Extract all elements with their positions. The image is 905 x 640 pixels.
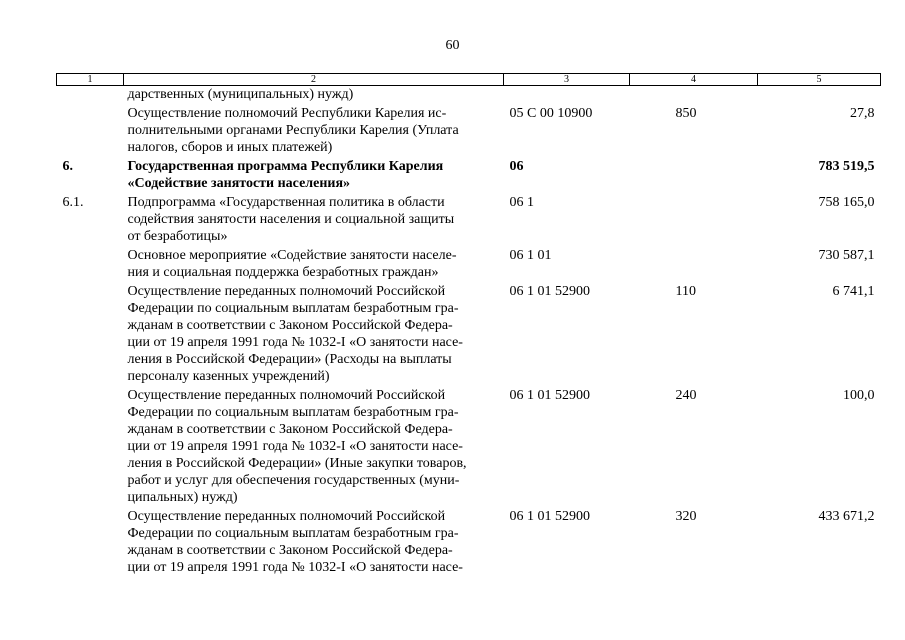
item-name-cell: Осуществление переданных полномочий Российской Федерации по социальным выплатам безработным гра- жданам в соответствии с Законом Российской Федера- ции от 19 апреля 1991 года № 1032-I «О занятости насе- bbox=[127, 509, 463, 575]
target-article-code-cell: 06 1 01 52900 bbox=[509, 509, 590, 524]
amount-cell: 730 587,1 bbox=[818, 248, 875, 263]
expense-type-code-cell bbox=[630, 245, 758, 281]
item-number-cell bbox=[57, 385, 124, 506]
amount-cell: 758 165,0 bbox=[818, 195, 875, 210]
page-number: 60 bbox=[445, 38, 460, 53]
item-number-cell bbox=[57, 103, 124, 156]
item-number-cell bbox=[57, 281, 124, 385]
item-number-cell bbox=[57, 506, 124, 576]
item-name-cell: Подпрограмма «Государственная политика в области содействия занятости населения и социальной защиты от безработицы» bbox=[127, 195, 455, 244]
column-number-row bbox=[57, 74, 881, 86]
amount-cell: 27,8 bbox=[850, 106, 875, 121]
table-row bbox=[57, 506, 881, 576]
column-number-1: 1 bbox=[57, 74, 124, 86]
item-name-cell: Основное мероприятие «Содействие занятости населе- ния и социальная поддержка безработных граждан» bbox=[127, 248, 457, 280]
item-number-cell: 6.1. bbox=[62, 195, 84, 210]
item-name-cell: дарственных (муниципальных) нужд) bbox=[127, 87, 354, 102]
target-article-code-cell: 06 1 01 52900 bbox=[509, 388, 590, 403]
table-row bbox=[57, 281, 881, 385]
amount-cell: 433 671,2 bbox=[818, 509, 875, 524]
column-number-4: 4 bbox=[630, 74, 758, 86]
item-name-cell: Осуществление переданных полномочий Российской Федерации по социальным выплатам безработным гра- жданам в соответствии с Законом Российской Федера- ции от 19 апреля 1991 года № 1032-I «О занятости насе- ления в Российской Федерации» (Иные закупки товаров, работ и услуг для обеспечения государственных (муни- ципальных) нужд) bbox=[127, 388, 467, 505]
table-row bbox=[57, 103, 881, 156]
table-row bbox=[57, 385, 881, 506]
item-name-cell: Осуществление полномочий Республики Карелия ис- полнительными органами Республики Карелия (Уплата налогов, сборов и иных платежей) bbox=[127, 106, 459, 155]
target-article-code-cell: 06 1 01 52900 bbox=[509, 284, 590, 299]
item-name-cell: Государственная программа Республики Карелия «Содействие занятости населения» bbox=[127, 159, 444, 191]
expense-type-code-cell bbox=[630, 156, 758, 192]
item-number-cell: 6. bbox=[62, 159, 73, 174]
expense-type-code-cell: 240 bbox=[675, 388, 697, 403]
table-row bbox=[57, 86, 881, 104]
item-number-cell bbox=[57, 245, 124, 281]
expense-type-code-cell: 110 bbox=[675, 284, 696, 299]
table-row bbox=[57, 192, 881, 245]
expense-type-code-cell bbox=[630, 192, 758, 245]
expense-type-code-cell: 850 bbox=[675, 106, 697, 121]
amount-cell bbox=[758, 86, 881, 104]
table-header bbox=[57, 74, 881, 86]
amount-cell: 783 519,5 bbox=[818, 159, 875, 174]
expense-type-code-cell bbox=[630, 86, 758, 104]
target-article-code-cell: 06 1 01 bbox=[509, 248, 552, 263]
table-row bbox=[57, 245, 881, 281]
column-number-5: 5 bbox=[758, 74, 881, 86]
target-article-code-cell bbox=[504, 86, 630, 104]
expense-type-code-cell: 320 bbox=[675, 509, 697, 524]
column-number-3: 3 bbox=[504, 74, 630, 86]
column-number-2: 2 bbox=[124, 74, 504, 86]
table-row bbox=[57, 156, 881, 192]
amount-cell: 100,0 bbox=[843, 388, 875, 403]
amount-cell: 6 741,1 bbox=[832, 284, 875, 299]
table-body bbox=[57, 86, 881, 577]
target-article-code-cell: 06 1 bbox=[509, 195, 534, 210]
item-number-cell bbox=[57, 86, 124, 104]
target-article-code-cell: 05 С 00 10900 bbox=[509, 106, 593, 121]
target-article-code-cell: 06 bbox=[509, 159, 524, 174]
item-name-cell: Осуществление переданных полномочий Российской Федерации по социальным выплатам безработным гра- жданам в соответствии с Законом Российской Федера- ции от 19 апреля 1991 года № 1032-I «О занятости насе- ления в Российской Федерации» (Расходы на выплаты персоналу казенных учреждений) bbox=[127, 284, 463, 384]
budget-table bbox=[56, 73, 881, 576]
